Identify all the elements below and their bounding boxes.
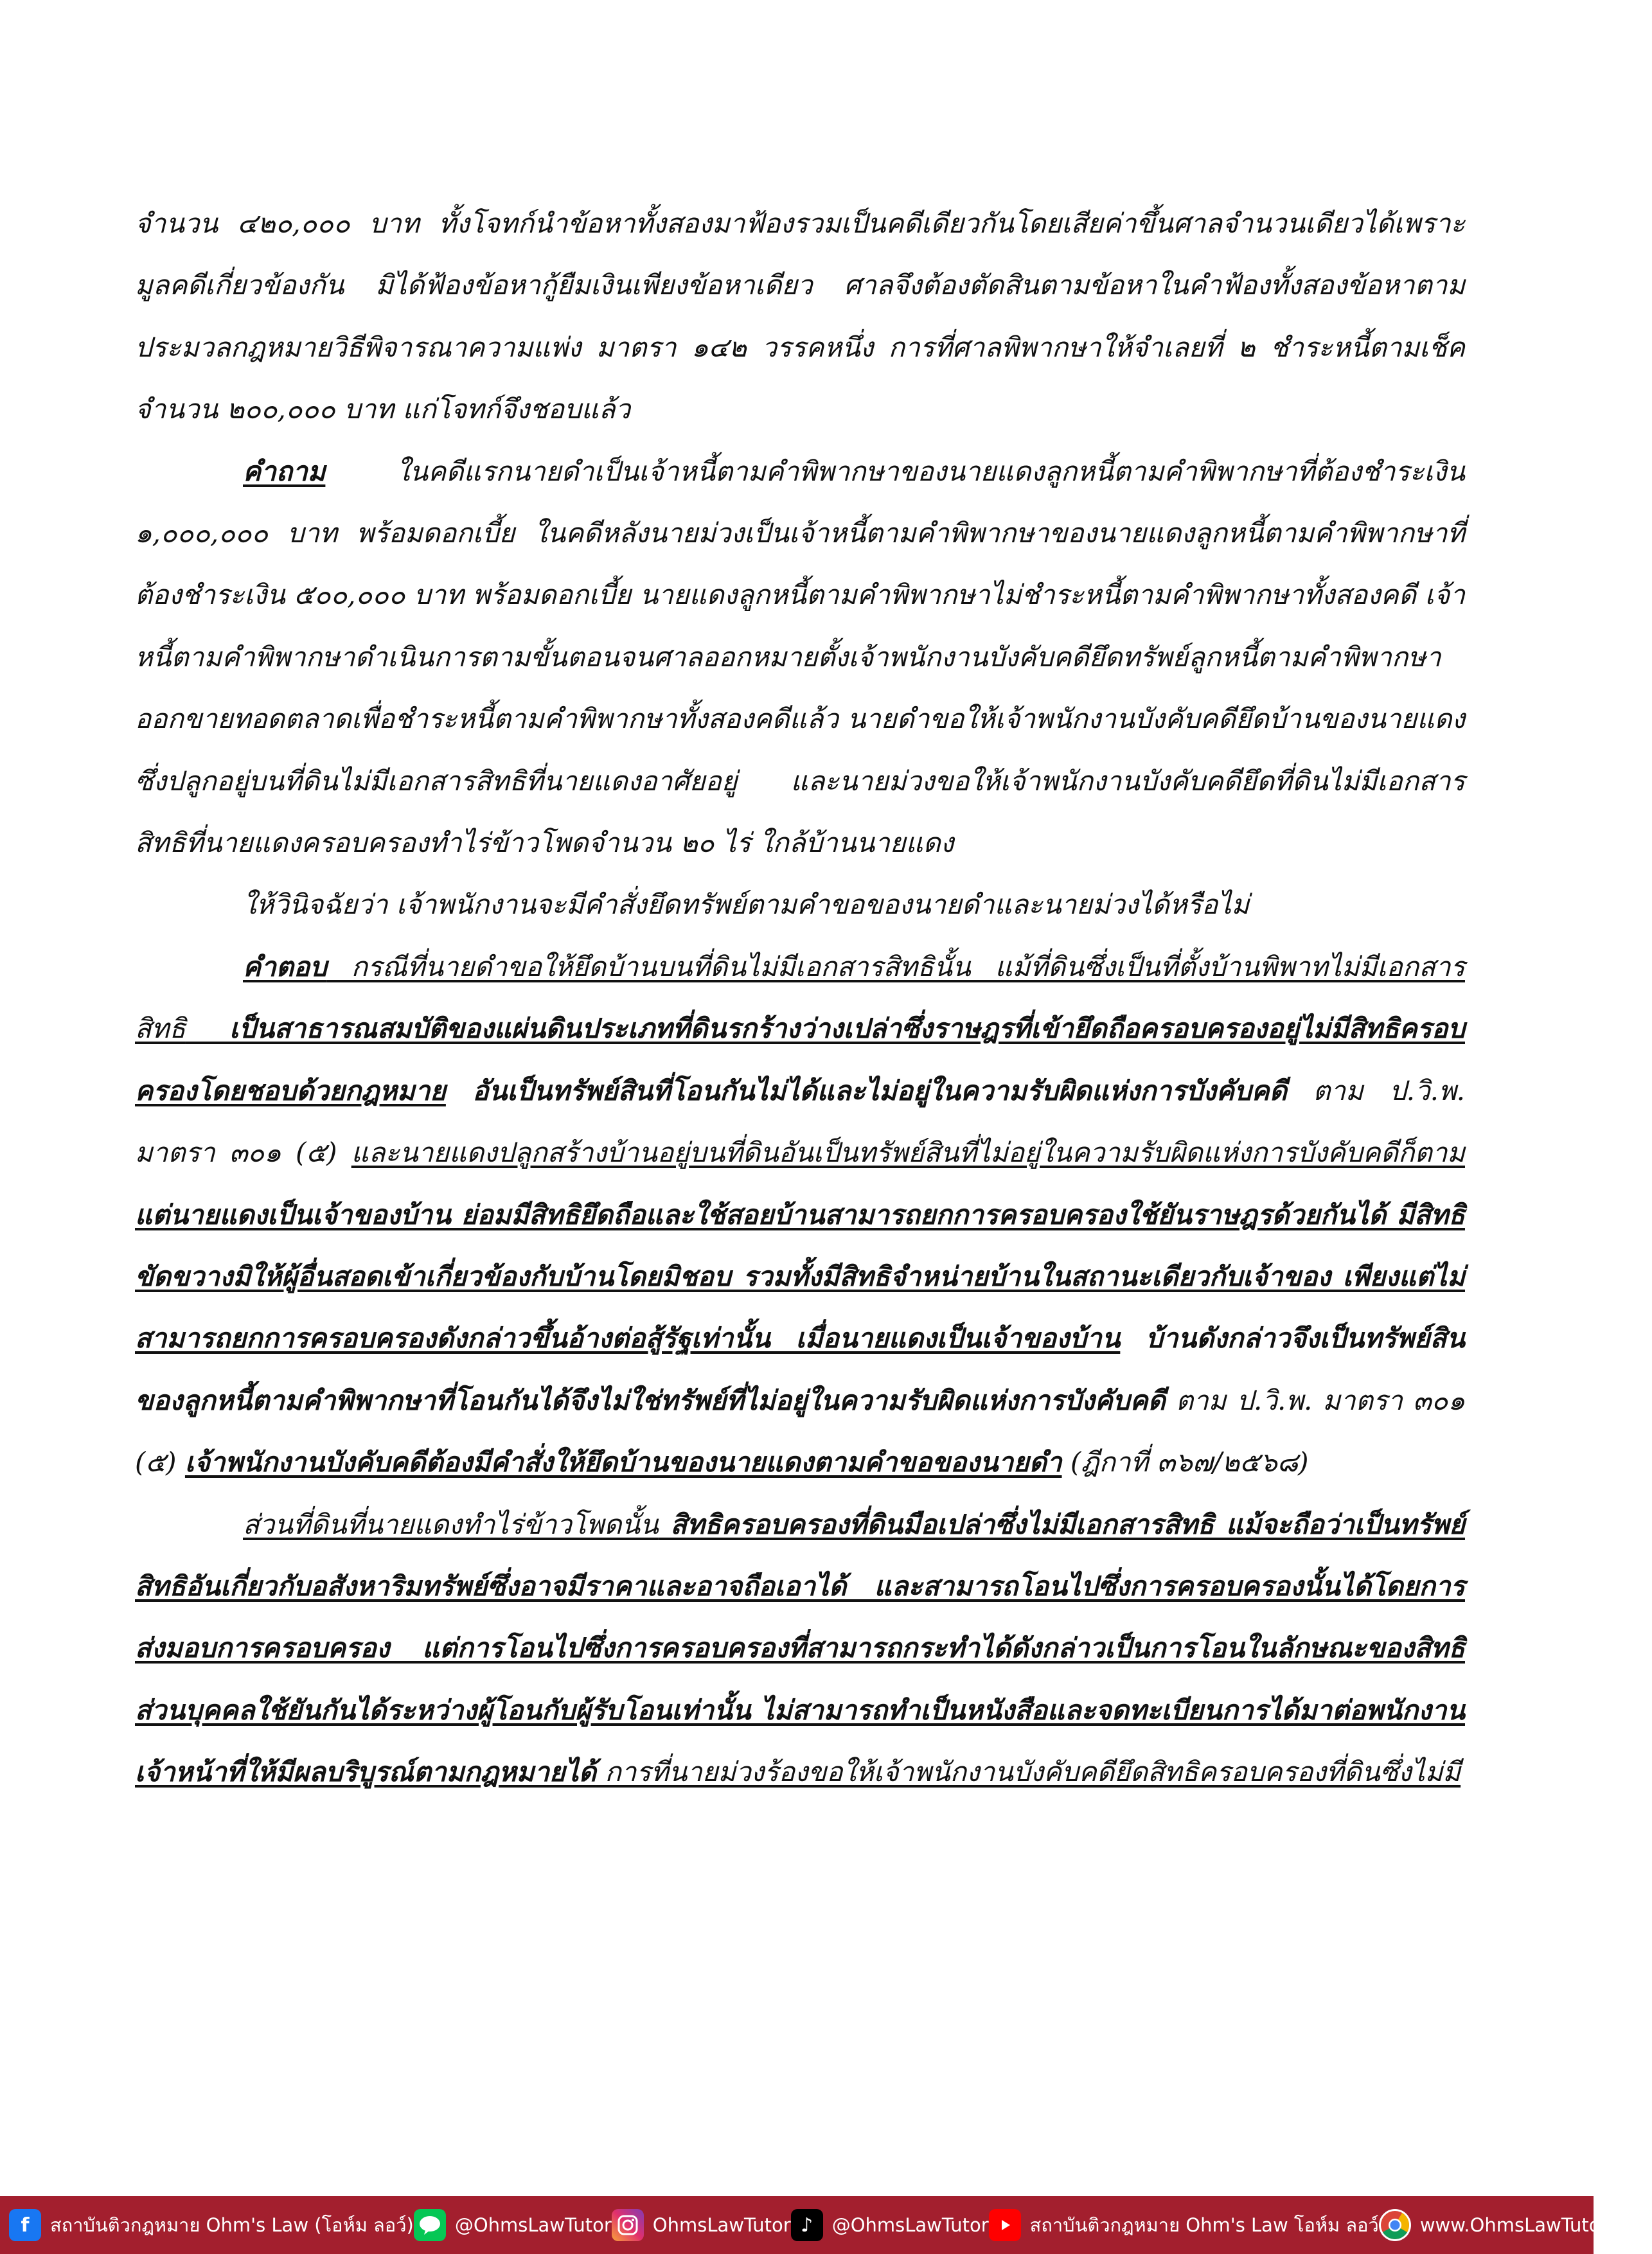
chrome-icon — [1379, 2209, 1411, 2241]
paragraph-prompt: ให้วินิจฉัยว่า เจ้าพนักงานจะมีคำสั่งยึดทรัพย์ตามคำขอของนายดำและนายม่วงได้หรือไม่ — [243, 889, 1250, 921]
footer-youtube-link[interactable]: สถาบันติวกฎหมาย Ohm's Law โอห์ม ลอว์ — [989, 2209, 1379, 2241]
question-label: คำถาม — [243, 455, 326, 487]
footer-facebook-link[interactable]: f สถาบันติวกฎหมาย Ohm's Law (โอห์ม ลอว์) — [9, 2209, 414, 2241]
paragraph-land: ส่วนที่ดินที่นายแดงทำไร่ข้าวโพดนั้น สิทธิครอบครองที่ดินมือเปล่าซึ่งไม่มีเอกสารสิทธิ แม้จะถือว่าเป็นทรัพย์สิทธิอันเกี่ยวกับอสังหาริมทรัพย์ซึ่งอาจมีราคาและอาจถือเอาได้ และสามารถโอนไปซึ่งการครอบครองนั้นได้โดยการส่งมอบการครอบครอง แต่การโอนไปซึ่งการครอบครองที่สามารถกระทำได้ดังกล่าวเป็นการโอนในลักษณะของสิทธิส่วนบุคคลใช้ยันกันได้ระหว่างผู้โอนกับผู้รับโอนเท่านั้น ไม่สามารถทำเป็นหนังสือและจดทะเบียนการได้มาต่อพนักงานเจ้าหน้าที่ให้มีผลบริบูรณ์ตามกฎหมายได้ การที่นายม่วงร้องขอให้เจ้าพนักงานบังคับคดียึดสิทธิครอบครองที่ดินซึ่งไม่มี — [135, 1508, 1465, 1788]
paragraph-question: คำถาม ในคดีแรกนายดำเป็นเจ้าหนี้ตามคำพิพากษาของนายแดงลูกหนี้ตามคำพิพากษาที่ต้องชำระเงิน ๑,๐๐๐,๐๐๐ บาท พร้อมดอกเบี้ย ในคดีหลังนายม่วงเป็นเจ้าหนี้ตามคำพิพากษาของนายแดงลูกหนี้ตามคำพิพากษาที่ต้องชำระเงิน ๕๐๐,๐๐๐ บาท พร้อมดอกเบี้ย นายแดงลูกหนี้ตามคำพิพากษาไม่ชำระหนี้ตามคำพิพากษาทั้งสองคดี เจ้าหนี้ตามคำพิพากษาดำเนินการตามขั้นตอนจนศาลออกหมายตั้งเจ้าพนักงานบังคับคดียึดทรัพย์ลูกหนี้ตามคำพิพากษาออกขายทอดตลาดเพื่อชำระหนี้ตามคำพิพากษาทั้งสองคดีแล้ว นายดำขอให้เจ้าพนักงานบังคับคดียึดบ้านของนายแดงซึ่งปลูกอยู่บนที่ดินไม่มีเอกสารสิทธิที่นายแดงอาศัยอยู่ และนายม่วงขอให้เจ้าพนักงานบังคับคดียึดที่ดินไม่มีเอกสารสิทธิที่นายแดงครอบครองทำไร่ข้าวโพดจำนวน ๒๐ ไร่ ใกล้บ้านนายแดง — [135, 455, 1465, 859]
footer-tiktok-link[interactable]: ♪ @OhmsLawTutor — [791, 2209, 989, 2241]
footer-line-link[interactable]: @OhmsLawTutor — [414, 2209, 612, 2241]
instagram-icon — [612, 2209, 644, 2241]
facebook-icon: f — [9, 2209, 41, 2241]
footer-bar — [0, 2196, 1652, 2254]
line-icon — [414, 2209, 446, 2241]
tiktok-icon: ♪ — [791, 2209, 823, 2241]
document-body — [135, 193, 1465, 1804]
footer-instagram-link[interactable]: OhmsLawTutor — [612, 2209, 791, 2241]
youtube-icon — [989, 2209, 1021, 2241]
paragraph-continuation: จำนวน ๔๒๐,๐๐๐ บาท ทั้งโจทก์นำข้อหาทั้งสองมาฟ้องรวมเป็นคดีเดียวกันโดยเสียค่าขึ้นศาลจำนวนเดียวได้เพราะมูลคดีเกี่ยวข้องกัน มิได้ฟ้องข้อหากู้ยืมเงินเพียงข้อหาเดียว ศาลจึงต้องตัดสินตามข้อหาในคำฟ้องทั้งสองข้อหาตามประมวลกฎหมายวิธีพิจารณาความแพ่ง มาตรา ๑๔๒ วรรคหนึ่ง การที่ศาลพิพากษาให้จำเลยที่ ๒ ชำระหนี้ตามเช็คจำนวน ๒๐๐,๐๐๐ บาท แก่โจทก์จึงชอบแล้ว — [135, 208, 1465, 425]
footer-website-link[interactable]: www.OhmsLawTutor.com — [1379, 2209, 1652, 2241]
paragraph-answer: คำตอบ กรณีที่นายดำขอให้ยึดบ้านบนที่ดินไม่มีเอกสารสิทธินั้น แม้ที่ดินซึ่งเป็นที่ตั้งบ้านพิพาทไม่มีเอกสารสิทธิ เป็นสาธารณสมบัติของแผ่นดินประเภทที่ดินรกร้างว่างเปล่าซึ่งราษฎรที่เข้ายึดถือครอบครองอยู่ไม่มีสิทธิครอบครองโดยชอบด้วยกฎหมาย อันเป็นทรัพย์สินที่โอนกันไม่ได้และไม่อยู่ในความรับผิดแห่งการบังคับคดี ตาม ป.วิ.พ. มาตรา ๓๐๑ (๕) และนายแดงปลูกสร้างบ้านอยู่บนที่ดินอันเป็นทรัพย์สินที่ไม่อยู่ในความรับผิดแห่งการบังคับคดีก็ตาม แต่นายแดงเป็นเจ้าของบ้าน ย่อมมีสิทธิยึดถือและใช้สอยบ้านสามารถยกการครอบครองใช้ยันราษฎรด้วยกันได้ มีสิทธิขัดขวางมิให้ผู้อื่นสอดเข้าเกี่ยวข้องกับบ้านโดยมิชอบ รวมทั้งมีสิทธิจำหน่ายบ้านในสถานะเดียวกับเจ้าของ เพียงแต่ไม่สามารถยกการครอบครองดังกล่าวขึ้นอ้างต่อสู้รัฐเท่านั้น เมื่อนายแดงเป็นเจ้าของบ้าน บ้านดังกล่าวจึงเป็นทรัพย์สินของลูกหนี้ตามคำพิพากษาที่โอนกันได้จึงไม่ใช่ทรัพย์ที่ไม่อยู่ในความรับผิดแห่งการบังคับคดี ตาม ป.วิ.พ. มาตรา ๓๐๑ (๕) เจ้าพนักงานบังคับคดีต้องมีคำสั่งให้ยึดบ้านของนายแดงตามคำขอของนายดำ (ฎีกาที่ ๓๖๗/๒๕๖๘) — [135, 950, 1465, 1478]
answer-label: คำตอบ — [243, 950, 327, 982]
